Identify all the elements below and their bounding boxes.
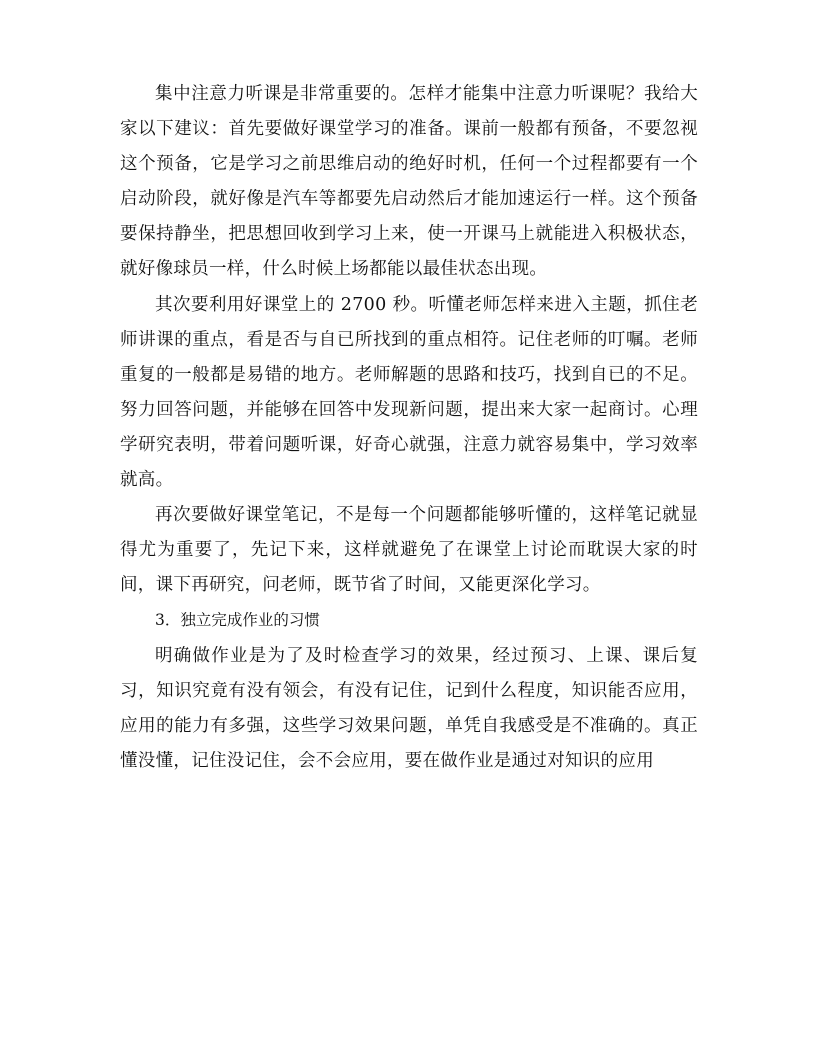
paragraph-attention: 集中注意力听课是非常重要的。怎样才能集中注意力听课呢？我给大家以下建议：首先要做好课堂学习的准备。课前一般都有预备，不要忽视这个预备，它是学习之前思维启动的绝好时机，任何一个过程都要有一个启动阶段，就好像是汽车等都要先启动然后才能加速运行一样。这个预备要保持静坐，把思想回收到学习上来，使一开课马上就能进入积极状态，就好像球员一样，什么时候上场都能以最佳状态出现。 — [120, 84, 698, 280]
section-heading: 3．独立完成作业的习惯 — [155, 611, 320, 630]
paragraph-notes: 再次要做好课堂笔记，不是每一个问题都能够听懂的，这样笔记就显得尤为重要了，先记下来，这样就避免了在课堂上讨论而耽误大家的时间，课下再研究，问老师，既节省了时间，又能更深化学习。 — [120, 505, 698, 596]
paragraph-homework: 明确做作业是为了及时检查学习的效果，经过预习、上课、课后复习，知识究竟有没有领会，有没有记住，记到什么程度，知识能否应用，应用的能力有多强，这些学习效果问题，单凭自我感受是不准确的。真正懂没懂，记住没记住，会不会应用，要在做作业是通过对知识的应用 — [120, 645, 698, 771]
paragraph-class-time: 其次要利用好课堂上的 2700 秒。听懂老师怎样来进入主题，抓住老师讲课的重点，看是否与自已所找到的重点相符。记住老师的叮嘱。老师重复的一般都是易错的地方。老师解题的思路和技巧，找到自已的不足。努力回答问题，并能够在回答中发现新问题，提出来大家一起商讨。心理学研究表明，带着问题听课，好奇心就强，注意力就容易集中，学习效率就高。 — [120, 294, 698, 491]
document-body — [120, 77, 698, 779]
